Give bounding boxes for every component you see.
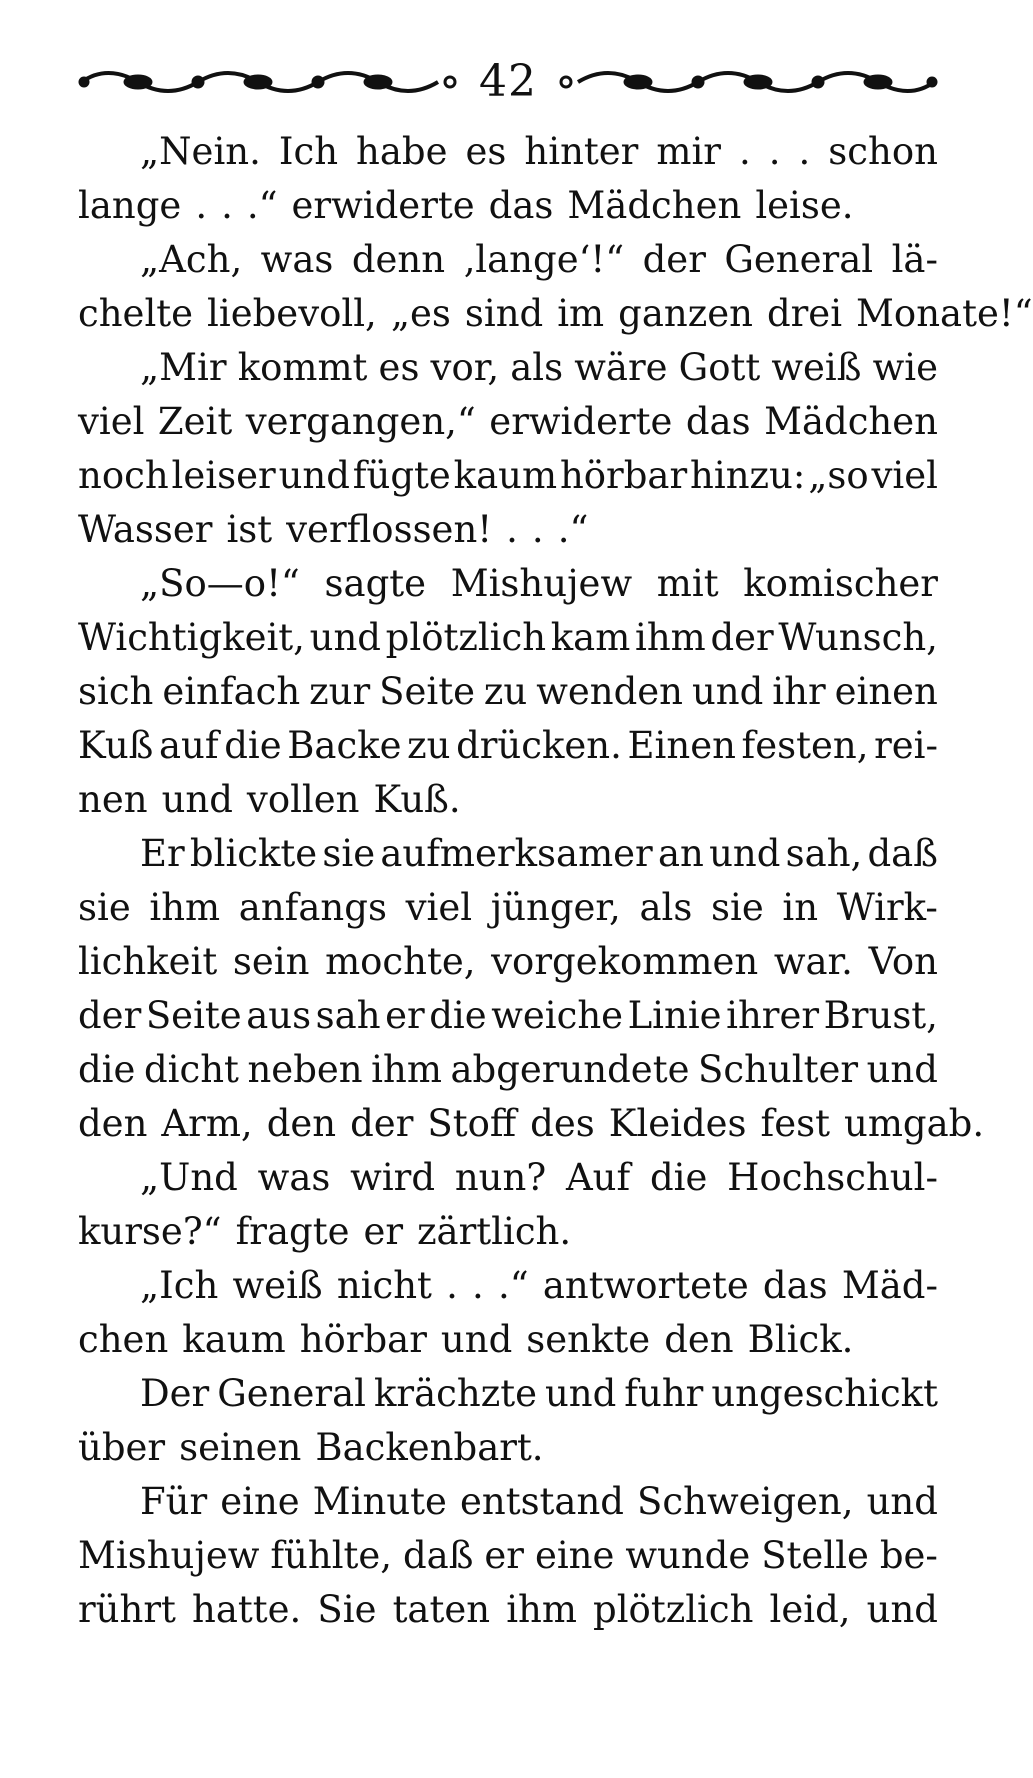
word: . bbox=[195, 184, 208, 227]
word: und bbox=[866, 1480, 938, 1523]
word: rei- bbox=[874, 724, 938, 767]
text-line bbox=[78, 341, 938, 395]
word: einfach bbox=[162, 670, 301, 713]
text-line bbox=[78, 1259, 938, 1313]
word: „Ich bbox=[140, 1264, 219, 1307]
text-line bbox=[78, 449, 938, 503]
word: „Ach, bbox=[140, 238, 243, 281]
word: noch bbox=[78, 454, 169, 497]
word: fest bbox=[760, 1102, 830, 1145]
word: viel bbox=[871, 454, 938, 497]
word: Minute bbox=[312, 1480, 447, 1523]
ornament-left-icon bbox=[78, 66, 458, 98]
word: Mädchen bbox=[567, 184, 742, 227]
word: und bbox=[440, 1318, 513, 1361]
word: chen bbox=[78, 1318, 169, 1361]
word: der bbox=[350, 1102, 414, 1145]
page-number: 42 bbox=[479, 56, 537, 107]
body-text bbox=[78, 125, 1033, 1637]
word: die bbox=[649, 1156, 708, 1199]
word: „So—o!“ bbox=[140, 562, 300, 605]
word: . bbox=[221, 184, 233, 227]
word: und bbox=[161, 778, 233, 821]
word: ‚lange‘!“ bbox=[463, 238, 625, 281]
word: kam bbox=[550, 616, 631, 659]
word: wäre bbox=[574, 346, 668, 389]
word: war. bbox=[773, 940, 853, 983]
word: sah bbox=[315, 994, 381, 1037]
word: und bbox=[691, 670, 764, 713]
word: ist bbox=[226, 508, 273, 551]
text-line bbox=[78, 503, 938, 557]
word: das bbox=[685, 400, 751, 443]
word: es bbox=[465, 130, 507, 173]
word: entstand bbox=[459, 1480, 624, 1523]
word: vor, bbox=[430, 346, 500, 389]
text-line bbox=[78, 1583, 938, 1637]
word: Zeit bbox=[157, 400, 233, 443]
word: Auf bbox=[565, 1156, 631, 1199]
text-line bbox=[78, 1421, 938, 1475]
word: ihm bbox=[371, 1048, 442, 1091]
word: und bbox=[709, 832, 781, 875]
word: wird bbox=[350, 1156, 436, 1199]
word: krächzte bbox=[373, 1372, 537, 1415]
word: mit bbox=[656, 562, 719, 605]
word: daß bbox=[403, 1534, 474, 1577]
word: hatte. bbox=[192, 1588, 302, 1631]
word: sich bbox=[78, 670, 154, 713]
word: sie bbox=[711, 886, 764, 929]
word: und bbox=[278, 454, 350, 497]
word: fühlte, bbox=[270, 1534, 393, 1577]
word: seinen bbox=[179, 1426, 302, 1469]
word: Wichtigkeit, bbox=[78, 616, 305, 659]
word: Hochschul- bbox=[727, 1156, 938, 1199]
word: . bbox=[531, 508, 544, 551]
word: Mishujew bbox=[450, 562, 633, 605]
word: Von bbox=[868, 940, 938, 983]
word: Schweigen, bbox=[637, 1480, 854, 1523]
word: nicht bbox=[336, 1264, 432, 1307]
text-line bbox=[78, 1205, 938, 1259]
word: Wirk- bbox=[836, 886, 938, 929]
word: viel bbox=[78, 400, 145, 443]
word: kaum bbox=[182, 1318, 286, 1361]
word: leid, bbox=[769, 1588, 851, 1631]
word: Monate!“ bbox=[856, 292, 1033, 335]
word: sagte bbox=[324, 562, 427, 605]
word: der bbox=[642, 238, 706, 281]
text-line bbox=[78, 557, 938, 611]
word: Mädchen bbox=[764, 400, 938, 443]
word: erwiderte bbox=[489, 400, 673, 443]
word: der bbox=[78, 994, 142, 1037]
word: zärtlich. bbox=[417, 1210, 572, 1253]
word: kaum bbox=[453, 454, 558, 497]
word: an bbox=[657, 832, 704, 875]
word: den bbox=[78, 1102, 148, 1145]
word: mir bbox=[656, 130, 721, 173]
text-line bbox=[78, 1475, 938, 1529]
word: erwiderte bbox=[291, 184, 475, 227]
word: Backenbart. bbox=[315, 1426, 544, 1469]
word: dicht bbox=[143, 1048, 239, 1091]
word: sie bbox=[78, 886, 131, 929]
text-line bbox=[78, 1313, 938, 1367]
word: nen bbox=[78, 778, 148, 821]
word: fuhr bbox=[624, 1372, 704, 1415]
word: leise. bbox=[755, 184, 854, 227]
word: senkte bbox=[526, 1318, 651, 1361]
word: Seite bbox=[379, 670, 475, 713]
word: den bbox=[266, 1102, 337, 1145]
word: Mishujew bbox=[78, 1534, 260, 1577]
word: den bbox=[664, 1318, 734, 1361]
word: . bbox=[738, 130, 751, 173]
text-line bbox=[78, 881, 938, 935]
word: Wunsch, bbox=[778, 616, 938, 659]
word: ihrer bbox=[726, 994, 820, 1037]
word: . bbox=[472, 1264, 484, 1307]
word: .“ bbox=[246, 184, 278, 227]
word: als bbox=[639, 886, 693, 929]
word: komischer bbox=[743, 562, 938, 605]
text-line bbox=[78, 773, 938, 827]
word: „so bbox=[808, 454, 869, 497]
word: das bbox=[762, 1264, 828, 1307]
word: weiche bbox=[491, 994, 624, 1037]
word: was bbox=[257, 1156, 331, 1199]
word: im bbox=[557, 292, 605, 335]
text-line bbox=[78, 287, 1033, 341]
word: Stelle bbox=[761, 1534, 869, 1577]
word: anfangs bbox=[238, 886, 387, 929]
word: taten bbox=[392, 1588, 491, 1631]
word: Arm, bbox=[161, 1102, 253, 1145]
word: er bbox=[484, 1534, 524, 1577]
word: viel bbox=[405, 886, 473, 929]
word: und bbox=[544, 1372, 617, 1415]
word: General bbox=[217, 1372, 366, 1415]
word: hinter bbox=[524, 130, 639, 173]
word: plötzlich bbox=[593, 1588, 754, 1631]
word: wenden bbox=[536, 670, 684, 713]
word: fragte bbox=[235, 1210, 350, 1253]
text-line bbox=[78, 395, 938, 449]
word: Backe bbox=[287, 724, 402, 767]
word: Einen bbox=[627, 724, 736, 767]
word: Ich bbox=[278, 130, 339, 173]
word: umgab. bbox=[843, 1102, 985, 1145]
word: liebevoll, bbox=[207, 292, 377, 335]
word: antwortete bbox=[542, 1264, 749, 1307]
word: aus bbox=[246, 994, 312, 1037]
word: in bbox=[782, 886, 819, 929]
word: .“ bbox=[497, 1264, 529, 1307]
text-line bbox=[78, 665, 938, 719]
word: . bbox=[506, 508, 518, 551]
text-line bbox=[78, 827, 938, 881]
word: verflossen! bbox=[286, 508, 493, 551]
word: „Mir bbox=[140, 346, 227, 389]
word: aufmerksamer bbox=[380, 832, 653, 875]
word: wunde bbox=[625, 1534, 751, 1577]
text-line bbox=[78, 719, 938, 773]
word: Er bbox=[140, 832, 185, 875]
word: sah, bbox=[785, 832, 863, 875]
word: be- bbox=[879, 1534, 938, 1577]
word: nun? bbox=[454, 1156, 547, 1199]
word: Seite bbox=[145, 994, 242, 1037]
word: mochte, bbox=[325, 940, 476, 983]
word: und bbox=[866, 1588, 938, 1631]
word: Kuß. bbox=[373, 778, 461, 821]
text-line bbox=[78, 1367, 938, 1421]
word: ihm bbox=[635, 616, 706, 659]
text-line bbox=[78, 989, 938, 1043]
word: auf bbox=[158, 724, 219, 767]
text-line bbox=[78, 1043, 938, 1097]
word: Brust, bbox=[823, 994, 938, 1037]
word: kurse?“ bbox=[78, 1210, 222, 1253]
word: er bbox=[363, 1210, 404, 1253]
word: kommt bbox=[237, 346, 368, 389]
word: ihm bbox=[506, 1588, 577, 1631]
word: . bbox=[446, 1264, 458, 1307]
word: hinzu: bbox=[690, 454, 806, 497]
word: die bbox=[429, 994, 487, 1037]
text-line bbox=[78, 233, 938, 287]
word: und bbox=[309, 616, 381, 659]
word: als bbox=[510, 346, 564, 389]
word: General bbox=[724, 238, 874, 281]
word: blickte bbox=[189, 832, 318, 875]
word: drücken. bbox=[456, 724, 622, 767]
word: Wasser bbox=[78, 508, 213, 551]
word: einen bbox=[834, 670, 938, 713]
word: es bbox=[378, 346, 420, 389]
text-line bbox=[78, 1097, 985, 1151]
word: zu bbox=[483, 670, 528, 713]
word: .“ bbox=[557, 508, 589, 551]
text-line bbox=[78, 935, 938, 989]
word: zur bbox=[309, 670, 371, 713]
word: vergangen,“ bbox=[245, 400, 476, 443]
word: sein bbox=[232, 940, 310, 983]
word: festen, bbox=[741, 724, 869, 767]
word: hörbar bbox=[559, 454, 688, 497]
word: Blick. bbox=[747, 1318, 854, 1361]
word: eine bbox=[220, 1480, 300, 1523]
word: Kuß bbox=[78, 724, 154, 767]
word: neben bbox=[247, 1048, 363, 1091]
word: „Nein. bbox=[140, 130, 261, 173]
word: jünger, bbox=[490, 886, 621, 929]
word: Mäd- bbox=[841, 1264, 938, 1307]
word: lange bbox=[78, 184, 182, 227]
text-line bbox=[78, 125, 938, 179]
word: die bbox=[78, 1048, 136, 1091]
word: zu bbox=[407, 724, 451, 767]
word: hörbar bbox=[299, 1318, 427, 1361]
word: lä- bbox=[891, 238, 938, 281]
word: ihm bbox=[149, 886, 221, 929]
word: leiser bbox=[171, 454, 276, 497]
word: was bbox=[260, 238, 334, 281]
word: vorgekommen bbox=[491, 940, 759, 983]
text-line bbox=[78, 1151, 938, 1205]
word: der bbox=[710, 616, 774, 659]
word: chelte bbox=[78, 292, 194, 335]
word: Sie bbox=[317, 1588, 377, 1631]
word: eine bbox=[534, 1534, 615, 1577]
word: Für bbox=[140, 1480, 208, 1523]
word: denn bbox=[351, 238, 446, 281]
word: und bbox=[866, 1048, 938, 1091]
text-line bbox=[78, 611, 938, 665]
word: schon bbox=[828, 130, 938, 173]
word: über bbox=[78, 1426, 166, 1469]
word: drei bbox=[766, 292, 843, 335]
word: rührt bbox=[78, 1588, 176, 1631]
word: „es bbox=[390, 292, 451, 335]
ornament-right-icon bbox=[558, 66, 938, 98]
word: ungeschickt bbox=[711, 1372, 938, 1415]
word: weiß bbox=[232, 1264, 323, 1307]
word: „Und bbox=[140, 1156, 238, 1199]
word: Stoff bbox=[427, 1102, 517, 1145]
word: die bbox=[224, 724, 282, 767]
word: Gott bbox=[678, 346, 761, 389]
word: plötzlich bbox=[385, 616, 547, 659]
word: ihr bbox=[772, 670, 826, 713]
word: wie bbox=[872, 346, 938, 389]
word: des bbox=[530, 1102, 595, 1145]
word: habe bbox=[356, 130, 448, 173]
word: Schulter bbox=[698, 1048, 859, 1091]
word: sie bbox=[322, 832, 376, 875]
word: daß bbox=[867, 832, 938, 875]
word: das bbox=[488, 184, 554, 227]
word: vollen bbox=[246, 778, 360, 821]
word: sind bbox=[464, 292, 544, 335]
word: Der bbox=[140, 1372, 210, 1415]
text-line bbox=[78, 179, 938, 233]
word: er bbox=[385, 994, 425, 1037]
word: Kleides bbox=[608, 1102, 747, 1145]
word: abgerundete bbox=[450, 1048, 690, 1091]
word: . bbox=[768, 130, 781, 173]
word: ganzen bbox=[618, 292, 753, 335]
word: fügte bbox=[352, 454, 451, 497]
word: Linie bbox=[627, 994, 722, 1037]
page-header bbox=[78, 52, 938, 112]
word: weiß bbox=[771, 346, 862, 389]
text-line bbox=[78, 1529, 938, 1583]
word: lichkeit bbox=[78, 940, 218, 983]
word: . bbox=[798, 130, 811, 173]
